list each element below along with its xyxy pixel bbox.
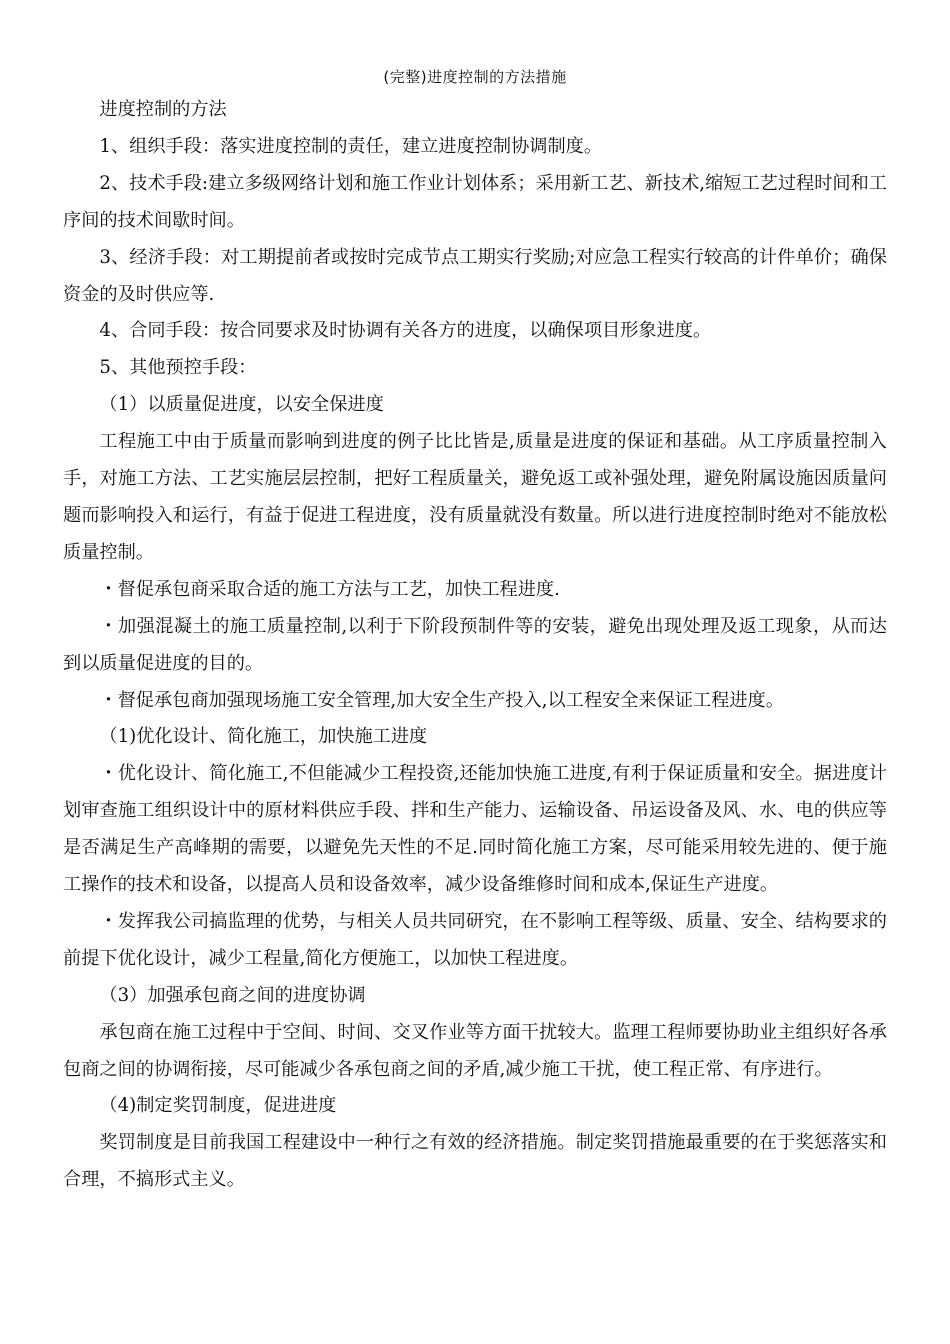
paragraph-reward-penalty: 奖罚制度是目前我国工程建设中一种行之有效的经济措施。制定奖罚措施最重要的在于奖惩落实和合理，不搞形式主义。 [63, 1132, 887, 1191]
subheading-quality-safety: （1）以质量促进度，以安全保进度 [99, 394, 384, 416]
subheading-optimize-design: （1)优化设计、简化施工，加快施工进度 [99, 726, 428, 748]
subheading-coordination: （3）加强承包商之间的进度协调 [99, 984, 366, 1006]
bullet-concrete-quality: ・加强混凝土的施工质量控制,以利于下阶段预制件等的安装，避免出现处理及返工现象，从而达到以质量促进度的目的。 [63, 615, 887, 674]
list-item-technical: 2、技术手段:建立多级网络计划和施工作业计划体系；采用新工艺、新技术,缩短工艺过程时间和工序间的技术间歇时间。 [63, 172, 887, 231]
bullet-optimize-design: ・优化设计、简化施工,不但能减少工程投资,还能加快施工进度,有利于保证质量和安全。据进度计划审查施工组织设计中的原材料供应手段、拌和生产能力、运输设备、吊运设备及风、水、电的供应等是否满足生产高峰期的需要，以避免先天性的不足.同时简化施工方案，尽可能采用较先进的、便于施工操作的技术和设备，以提高人员和设备效率，减少设备维修时间和成本,保证生产进度。 [63, 763, 887, 896]
section-heading: 进度控制的方法 [99, 99, 227, 120]
bullet-safety-management: ・督促承包商加强现场施工安全管理,加大安全生产投入,以工程安全来保证工程进度。 [99, 689, 784, 711]
paragraph-quality: 工程施工中由于质量而影响到进度的例子比比皆是,质量是进度的保证和基础。从工序质量控制入手，对施工方法、工艺实施层层控制，把好工程质量关，避免返工或补强处理，避免附属设施因质量问题而影响投入和运行，有益于促进工程进度，没有质量就没有数量。所以进行进度控制时绝对不能放松质量控制。 [63, 431, 887, 563]
subheading-reward-penalty: （4)制定奖罚制度，促进进度 [99, 1095, 337, 1117]
list-item-contract: 4、合同手段：按合同要求及时协调有关各方的进度，以确保项目形象进度。 [99, 320, 712, 342]
list-item-organization: 1、组织手段：落实进度控制的责任，建立进度控制协调制度。 [99, 135, 603, 157]
bullet-construction-method: ・督促承包商采取合适的施工方法与工艺，加快工程进度. [99, 578, 560, 600]
document-body [63, 92, 887, 1199]
bullet-supervision-advantage: ・发挥我公司搞监理的优势，与相关人员共同研究，在不影响工程等级、质量、安全、结构要求的前提下优化设计，减少工程量,简化方便施工，以加快工程进度。 [63, 910, 887, 969]
paragraph-coordination: 承包商在施工过程中于空间、时间、交叉作业等方面干扰较大。监理工程师要协助业主组织好各承包商之间的协调衔接，尽可能减少各承包商之间的矛盾,减少施工干扰，使工程正常、有序进行。 [63, 1021, 887, 1080]
list-item-other: 5、其他预控手段： [99, 357, 257, 379]
list-item-economic: 3、经济手段：对工期提前者或按时完成节点工期实行奖励;对应急工程实行较高的计件单价；确保资金的及时供应等. [63, 246, 887, 305]
page-header-title: (完整)进度控制的方法措施 [383, 68, 567, 86]
